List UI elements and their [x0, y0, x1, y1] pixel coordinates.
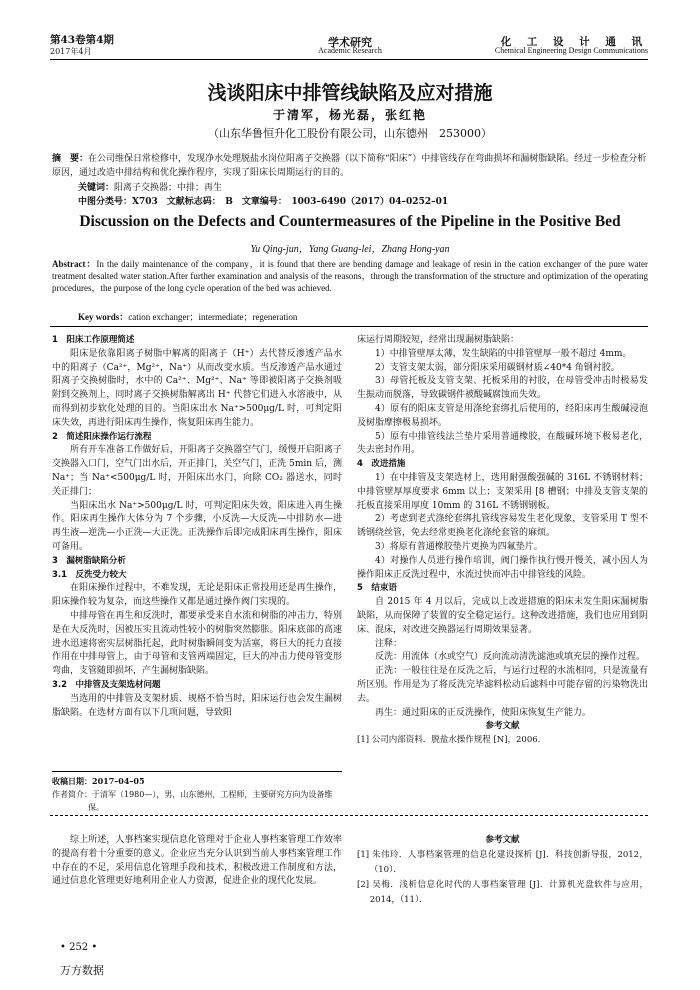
list-item: 2）考虑到老式涤纶套绑扎管线容易发生老化现象，支管采用 T 型不锈钢绕丝管，免去经常更换老化涤纶套管的麻烦。	[357, 514, 648, 539]
footnote-author: 作者简介：于清军（1980—），男，山东德州，工程师，主要研究方向为设备维保。	[52, 790, 333, 812]
article-title-cn: 浅谈阳床中排管线缺陷及应对措施	[207, 82, 493, 104]
paragraph: 所有开车准备工作做好后，开阳离子交换器空气门，缓慢开启阳离子交换器入口门，空气门出水后，开正排门，关空气门，正洗 5min 后，测 Na⁺；当 Na⁺<500μg/L 时，开阳床出水门，向除 CO₂ 器送水，同时关正排门；	[52, 445, 342, 497]
abstract-cn-text: 在公司维保日常检修中，发现净水处理脱盐水岗位阳离子交换器（以下简称“阳床”）中排管线存在弯曲损坏和漏树脂缺陷。经过一步检查分析原因，通过改造中排结构和优化操作程序，实现了阳床长周期运行的目的。	[52, 154, 647, 178]
journal-name-cn: 化 工 设 计 通 讯	[500, 36, 648, 48]
subsection-heading: 3.2 中排管及支架选材问题	[52, 679, 161, 690]
reference-item: [1] 公司内部资料．脱盐水操作规程 [N]，2006.	[357, 735, 541, 746]
article-divider	[50, 815, 648, 816]
section-title-en: Academic Research	[318, 46, 382, 55]
keywords-cn	[78, 180, 222, 193]
journal-name-en: Chemical Engineering Design Communications	[494, 46, 648, 55]
references-heading: 参考文献	[485, 835, 520, 845]
note-item: 反洗：用流体（水或空气）反向流动清洗滤池或填充层的操作过程。	[375, 652, 646, 663]
list-item: 1）中排管壁厚太薄，发生缺陷的中排管壁厚一般不超过 4mm。	[375, 348, 632, 359]
subsection-heading: 3.1 反洗受力较大	[52, 569, 127, 580]
section-heading: 3 漏树脂缺陷分析	[52, 555, 126, 566]
paragraph: 当阳床出水 Na⁺>500μg/L 时，可判定阳床失效，阳床进入再生操作。阳床再生操作大体分为 7 个步骤，小反洗—大反洗—中排防水—进再生液—逆洗—小正洗—大正洗。正洗操作后即完成阳床再生操作，阳床可备用。	[52, 500, 342, 552]
notes-label: 注释：	[375, 638, 403, 649]
abstract-rule	[50, 326, 648, 327]
footnote	[52, 771, 342, 814]
list-item: 4）对操作人员进行操作培训，阀门操作执行慢开慢关，减小因人为操作阳床正反洗过程中，水流过快而冲击中排管线的风险。	[357, 555, 648, 580]
abstract-label: 摘 要：	[52, 154, 89, 164]
page-number: • 252 •	[60, 942, 98, 953]
paragraph: 自 2015 年 4 月以后，完成以上改进措施的阳床未发生阳床漏树脂缺陷，从而保障了装置的安全稳定运行。这种改进措施，我们也应用到阴床、混床，对改进交换器运行周期效果显著。	[357, 597, 648, 635]
section-title-cn: 学术研究	[328, 36, 372, 49]
header-rule	[50, 59, 648, 60]
section-heading: 1 阳床工作原理简述	[52, 335, 135, 345]
bottom-references	[357, 834, 648, 908]
abstract-en-text: In the daily maintenance of the company，it is found that there are bending damage and leakage of resin in the cation exchanger of the pure water treatment desalted water station.After further examination and analysis of the reasons，through the transformation of the structure and optimization of the operating procedures，the purpose of the long cycle operation of the bed was achieved.	[52, 259, 648, 293]
body-right-column	[357, 334, 648, 748]
authors-en: Yu Qing-jun，Yang Guang-lei，Zhang Hong-yan	[250, 244, 450, 255]
footnote-received: 收稿日期：2017–04–05	[52, 776, 145, 786]
body-left-column	[52, 334, 342, 720]
journal-date: 2017年4月	[50, 47, 92, 56]
list-item: 4）原有的阳床支管是用涤纶套绑扎后使用的，经阳床再生酸碱浸泡及树脂摩擦极易损坏。	[357, 403, 648, 428]
paragraph: 综上所述，人事档案实现信息化管理对于企业人事档案管理工作效率的提高有着十分重要的意义。企业应当充分认识到当前人事档案管理工作中存在的不足，采用信息化管理手段和技术，积极改进工作制度和方法，通过信息化管理更好地利用企业人力资源，促进企业的现代化发展。	[52, 835, 342, 887]
section-heading: 4 改进措施	[357, 459, 406, 470]
paragraph: 在阳床操作过程中，不难发现，无论是阳床正常投用还是再生操作，阳床操作较为复杂，而这些操作又都是通过操作阀门实现的。	[52, 583, 342, 608]
abstract-en	[52, 258, 648, 294]
reference-item: [2] 吴梅．浅析信息化时代的人事档案管理 [J]．计算机光盘软件与应用，2014，（11）．	[357, 879, 648, 905]
bottom-left-text	[52, 834, 342, 889]
paragraph: 中排母管在再生和反洗时，都要承受来自水流和树脂的冲击力，特别是在大反洗时，因被压实且流动性较小的树脂突然膨胀。阳床底部的高速进水迅速将密实层树脂托起，此时树脂瞬间变为活塞，将巨大的托力直接作用在中排母管上，由于母管和支管两端固定，巨大的冲击力使母管变形弯曲，支管随即损坏，产生漏树脂缺陷。	[52, 610, 342, 677]
keywords-en	[78, 310, 297, 323]
list-item: 3）将原有普通橡胶垫片更换为四氟垫片。	[375, 541, 543, 552]
paragraph: 当选用的中排管及支架材质、规格不恰当时，阳床运行也会发生漏树脂缺陷。在选材方面有以下几项问题，导致阳	[52, 693, 342, 718]
watermark-text: 万方数据	[60, 964, 104, 977]
abstract-cn	[52, 152, 648, 180]
abstract-en-label: Abstract：	[52, 259, 97, 269]
note-item: 再生：通过阳床的正反洗操作，使阳床恢复生产能力。	[375, 707, 592, 718]
list-item: 1）在中排管及支架选材上，选用耐强酸强碱的 316L 不锈钢材料；中排管壁厚厚度要求 6mm 以上；支架采用 [8 槽钢；中排及支管支架的托板直接采用厚度 10mm 的 316L 不锈钢钢板。	[357, 472, 648, 511]
classification-line: 中图分类号：X703 文献标志码： B 文章编号： 1003–6490（2017）04–0252–01	[78, 197, 449, 207]
authors-cn: 于清军，杨光磊，张红艳	[272, 108, 427, 122]
paragraph: 阳床是依靠阳离子树脂中解离的阳离子（H⁺）去代替反渗透产品水中的阳离子（Ca²⁺，Mg²⁺，Na⁺）从而改变水质。当反渗透产品水通过阳离子交换树脂时，水中的 Ca²⁺、Mg²⁺、Na⁺ 等即被阳离子交换剂吸附到交换剂上，同时离子交换树脂解离出 H⁺ 代替它们进入水溶液中，从而得到初步软化处理的目的。当阳床出水 Na⁺>500μg/L 时，可判定阳床失效，再进行阳床再生操作，恢复阳床再生能力。	[52, 348, 342, 428]
list-item: 2）支管支架太弱，部分阳床采用碳钢材质∠40*4 角钢衬胶。	[375, 362, 620, 373]
section-heading: 2 简述阳床操作运行流程	[52, 431, 152, 442]
section-heading: 5 结束语	[357, 583, 397, 594]
affiliation-cn: （山东华鲁恒升化工股份有限公司，山东德州 253000）	[208, 127, 492, 140]
keywords-label: 关键词：	[78, 183, 115, 193]
list-item: 5）原有中排管线法兰垫片采用普通橡胶，在酸碱环境下极易老化，失去密封作用。	[357, 431, 648, 456]
references-heading: 参考文献	[485, 721, 520, 732]
keywords-en-label: Key words：	[78, 312, 129, 322]
article-title-en: Discussion on the Defects and Countermeasures of the Pipeline in the Positive Bed	[79, 213, 621, 230]
note-item: 正洗：一般往往是在反洗之后，与运行过程的水流相同，只是流量有所区别。作用是为了将反洗完毕滤料松动后滤料中可能存留的污染物洗出去。	[357, 666, 648, 704]
keywords-cn-text: 阳离子交换器；中排；再生	[114, 183, 223, 193]
list-item: 3）母管托板及支管支架、托板采用的衬胶，在母管受冲击时极易发生振动而脱落，导致碳钢件被酸碱腐蚀而失效。	[357, 376, 648, 401]
reference-item: [1] 朱伟玲．人事档案管理的信息化建设探析 [J]．科技创新导报，2012，（10）．	[357, 849, 648, 875]
keywords-en-text: cation exchanger；intermediate；regeneration	[128, 312, 298, 322]
journal-volume: 第43卷第4期	[50, 34, 114, 46]
paragraph: 床运行周期较短，经常出现漏树脂缺陷：	[357, 335, 520, 345]
